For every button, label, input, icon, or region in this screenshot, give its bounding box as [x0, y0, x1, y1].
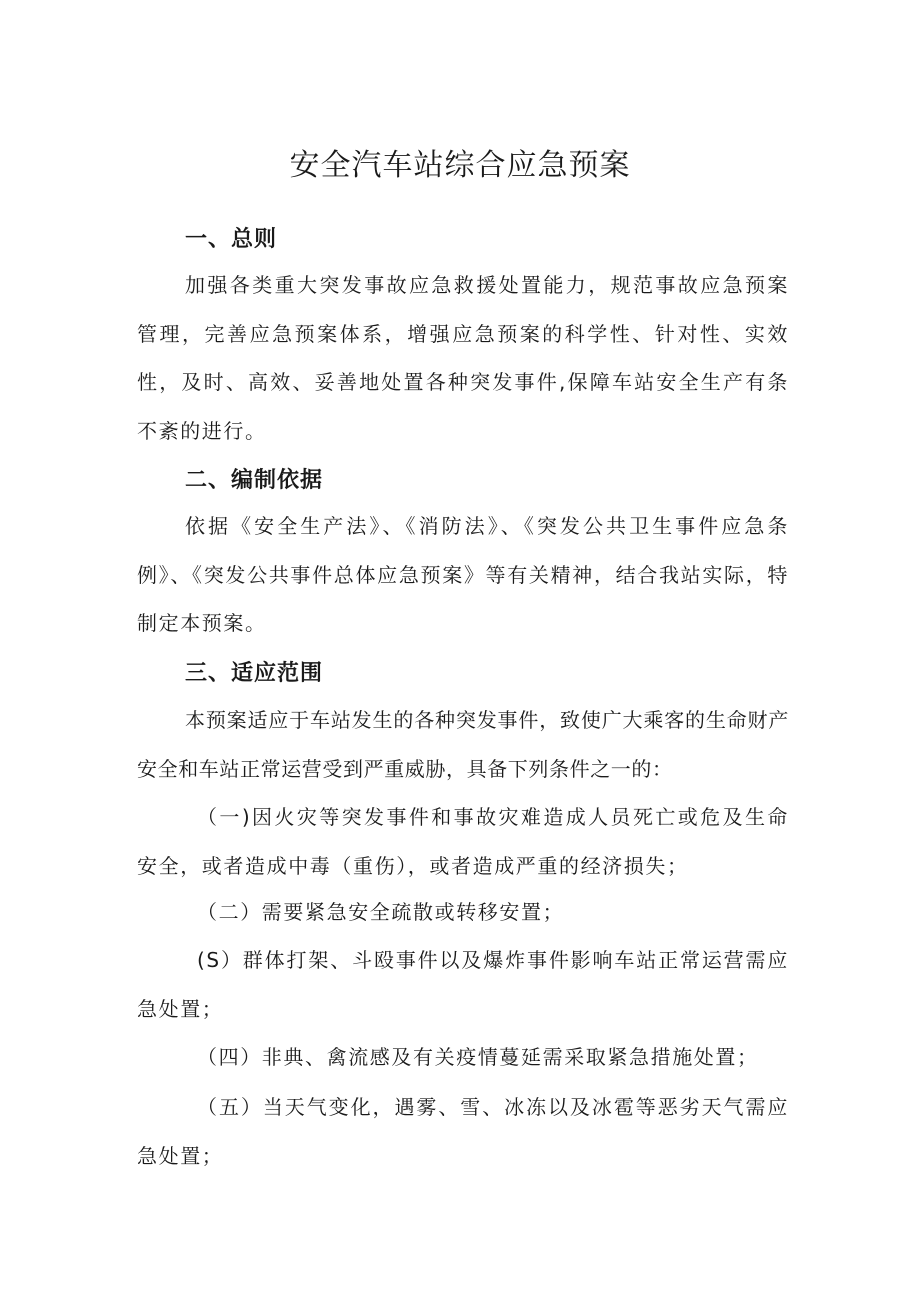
scope-item-1: （一)因火灾等突发事件和事故灾难造成人员死亡或危及生命安全，或者造成中毒（重伤），或者造成严重的经济损失； [137, 805, 789, 878]
section-heading-scope: 三、适应范围 [185, 661, 324, 686]
scope-item-4: （四）非典、禽流感及有关疫情蔓延需采取紧急措施处置； [197, 1045, 759, 1069]
scope-item-5: （五）当天气变化，遇雾、雪、冰冻以及冰雹等恶劣天气需应急处置； [137, 1095, 789, 1168]
document-title: 安全汽车站综合应急预案 [289, 148, 631, 183]
scope-item-3: (S）群体打架、斗殴事件以及爆炸事件影响车站正常运营需应急处置； [137, 948, 789, 1021]
scope-item-2: （二）需要紧急安全疏散或转移安置； [197, 900, 565, 924]
section-paragraph-general: 加强各类重大突发事故应急救援处置能力，规范事故应急预案管理，完善应急预案体系，增强应急预案的科学性、针对性、实效性，及时、高效、妥善地处置各种突发事件,保障车站安全生产有条不紊的进行。 [137, 273, 789, 443]
section-paragraph-scope: 本预案适应于车站发生的各种突发事件，致使广大乘客的生命财产安全和车站正常运营受到严重威胁，具备下列条件之一的： [137, 708, 789, 781]
section-paragraph-basis: 依据《安全生产法》、《消防法》、《突发公共卫生事件应急条例》、《突发公共事件总体应急预案》等有关精神，结合我站实际，特制定本预案。 [137, 514, 789, 635]
section-heading-general: 一、总则 [185, 227, 278, 252]
section-heading-basis: 二、编制依据 [185, 468, 324, 493]
